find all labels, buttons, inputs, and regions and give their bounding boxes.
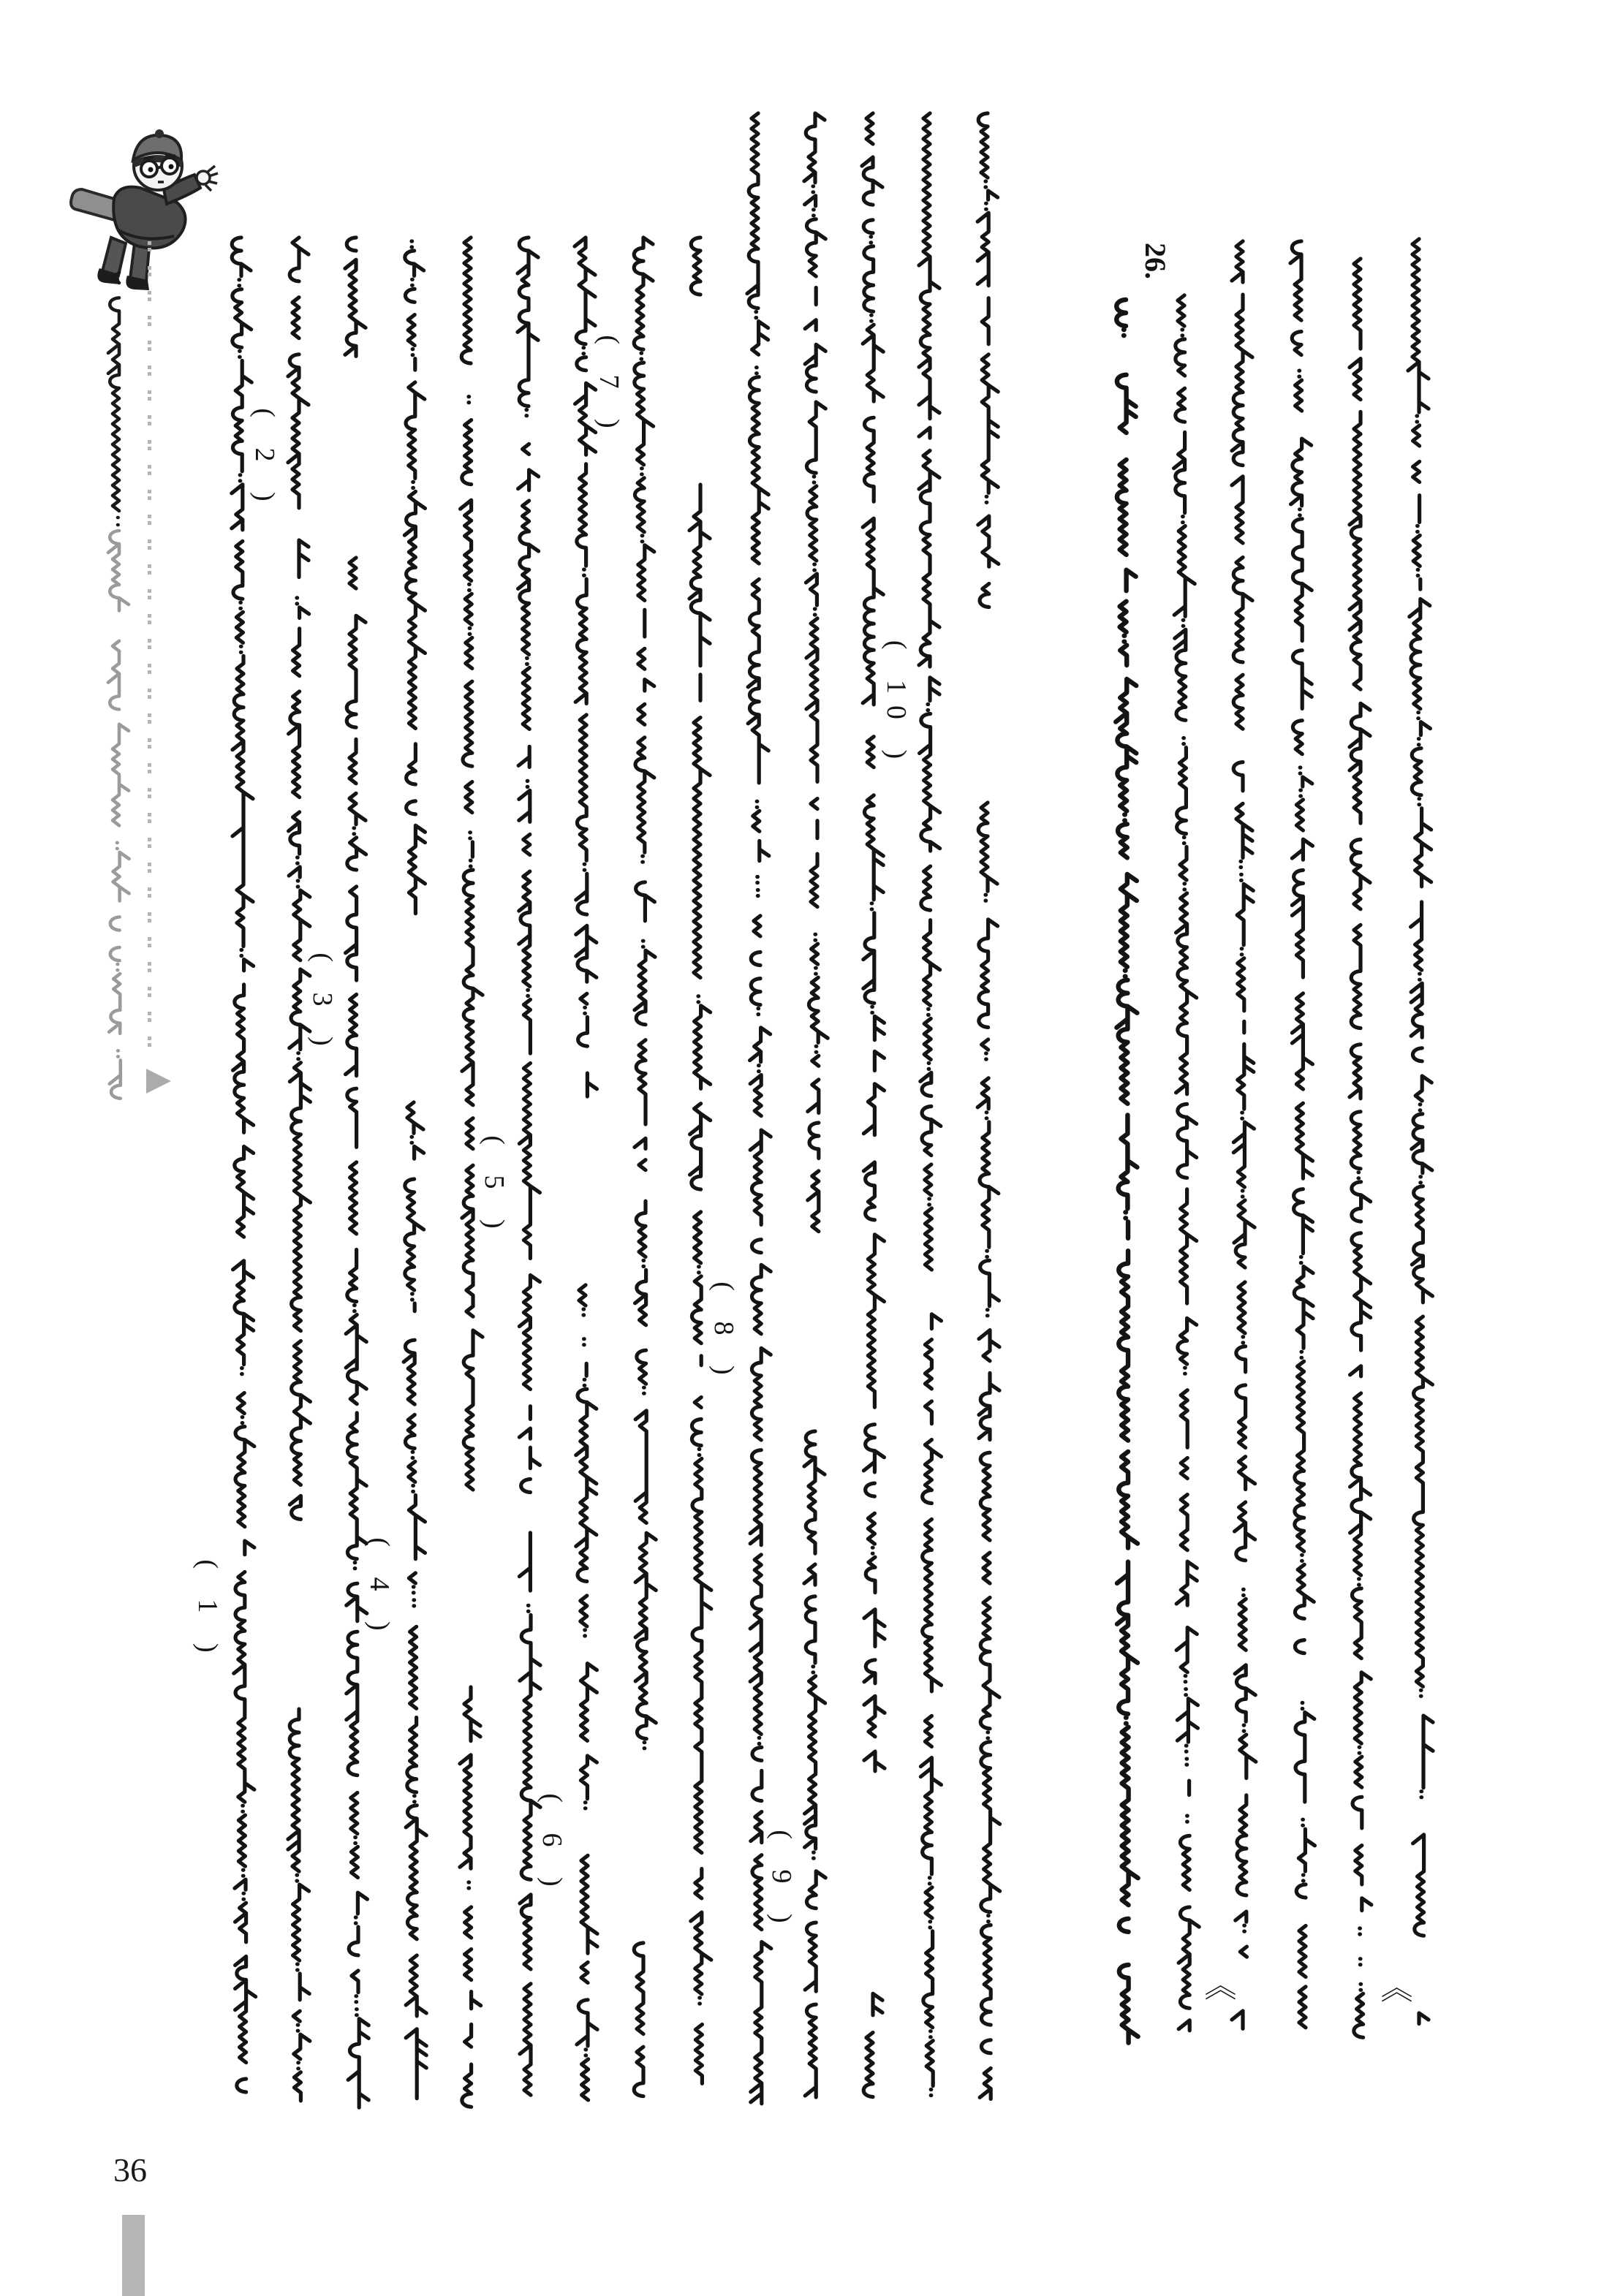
title-quote-mark: 《	[1377, 1971, 1414, 2003]
text-column	[1139, 0, 1201, 2032]
item-marker: ( 6 )	[537, 1793, 567, 1898]
text-column	[741, 0, 775, 2102]
text-column	[881, 0, 1005, 2102]
item-marker: ( 5 )	[479, 1135, 510, 1240]
item-marker: ( 4 )	[364, 1537, 395, 1643]
text-column	[1200, 0, 1260, 2032]
text-column	[1344, 0, 1377, 2032]
page-number: 36	[113, 2151, 147, 2189]
text-column	[708, 0, 832, 2102]
item-marker: ( 7 )	[594, 335, 624, 440]
item-marker: ( 8 )	[708, 1281, 739, 1387]
footer-accent-bar	[122, 2215, 145, 2296]
text-column	[766, 0, 890, 2102]
item-marker: ( 10 )	[881, 640, 912, 771]
text-column	[1377, 0, 1436, 2039]
text-column	[1285, 0, 1318, 2032]
text-column	[594, 0, 717, 2102]
title-quote-mark: 《	[1200, 1969, 1238, 2001]
text-column	[913, 0, 947, 2102]
item-marker: ( 9 )	[766, 1830, 797, 1935]
item-marker: ( 2 )	[249, 408, 280, 513]
text-column	[307, 0, 431, 2102]
question-number: 26.	[1139, 243, 1173, 279]
text-column	[1109, 0, 1143, 2039]
item-marker: ( 1 )	[192, 1559, 223, 1664]
item-marker: ( 3 )	[307, 952, 338, 1058]
